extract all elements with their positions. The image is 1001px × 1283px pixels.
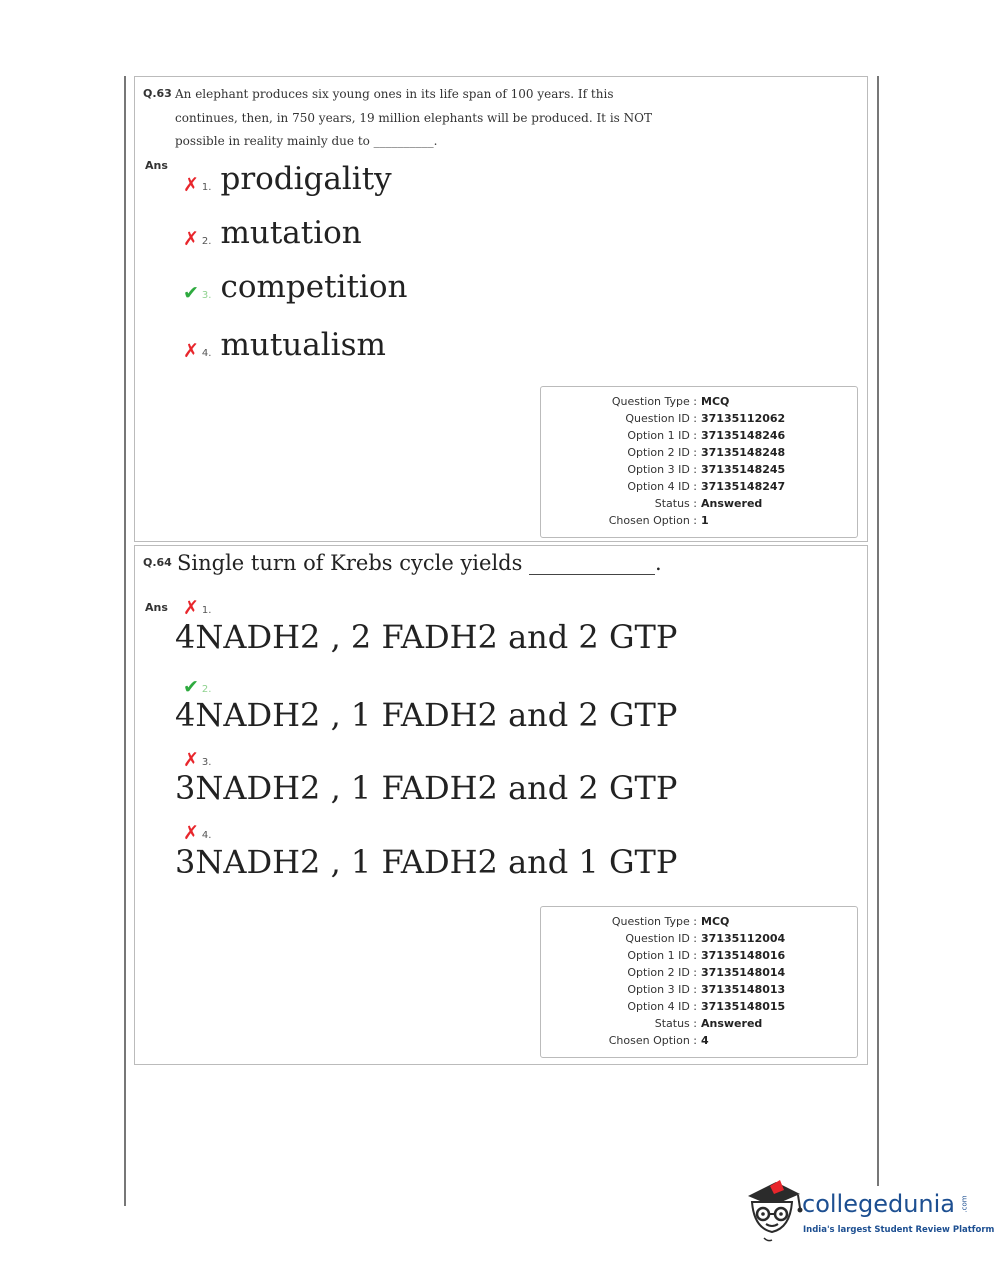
checkmark-icon: ✔ [183, 676, 199, 698]
option-2 [183, 209, 362, 249]
info-row-option-1-id [541, 427, 857, 444]
question-info-panel [540, 906, 858, 1058]
info-row-option-4-id [541, 998, 857, 1015]
option-number: 4. [201, 348, 212, 359]
option-1-mark [183, 598, 211, 618]
question-64-card [134, 545, 868, 1065]
info-label: Status : [654, 1017, 697, 1030]
mascot-icon [742, 1176, 804, 1246]
cross-icon: ✗ [183, 340, 199, 362]
info-row-question-type [541, 393, 857, 410]
brand-tagline: India's largest Student Review Platform [803, 1225, 995, 1235]
option-number: 3. [201, 290, 212, 301]
option-3-mark [183, 750, 211, 770]
option-2-text: 4NADH2 , 1 FADH2 and 2 GTP [175, 696, 678, 734]
info-value: 37135112004 [701, 932, 786, 945]
question-text: An elephant produces six young ones in its life span of 100 years. If this continues, then, in 750 years, 19 million elephants will be produced. It is NOT possible in reality mainly due to __________. [175, 87, 652, 148]
option-number: 1. [201, 605, 212, 616]
option-1 [183, 155, 392, 195]
info-label: Question Type : [611, 915, 697, 928]
info-label: Status : [654, 497, 697, 510]
info-value: 37135148248 [701, 446, 786, 459]
option-text: prodigality [220, 161, 392, 197]
info-label: Chosen Option : [608, 1034, 697, 1047]
info-value: 37135148013 [701, 983, 786, 996]
info-value: 37135148247 [701, 480, 786, 493]
info-row-chosen-option [541, 1032, 857, 1049]
info-label: Chosen Option : [608, 514, 697, 527]
info-value: MCQ [701, 915, 730, 928]
info-label: Option 2 ID : [627, 966, 697, 979]
option-4-text: 3NADH2 , 1 FADH2 and 1 GTP [175, 843, 678, 881]
info-label: Option 4 ID : [627, 480, 697, 493]
info-value: Answered [701, 497, 763, 510]
info-row-option-2-id [541, 964, 857, 981]
question-number: Q.64 [143, 556, 172, 569]
option-number: 1. [201, 182, 212, 193]
info-row-question-type [541, 913, 857, 930]
option-number: 4. [201, 830, 212, 841]
info-label: Question ID : [625, 932, 697, 945]
option-2-mark [183, 677, 211, 697]
option-number: 2. [201, 236, 212, 247]
brand-suffix: .com [960, 1195, 969, 1213]
info-row-question-id [541, 930, 857, 947]
info-value: 1 [701, 514, 709, 527]
option-1-text: 4NADH2 , 2 FADH2 and 2 GTP [175, 618, 678, 656]
info-row-question-id [541, 410, 857, 427]
cross-icon: ✗ [183, 228, 199, 250]
info-row-chosen-option [541, 512, 857, 529]
info-row-option-1-id [541, 947, 857, 964]
info-label: Option 1 ID : [627, 949, 697, 962]
cross-icon: ✗ [183, 597, 199, 619]
option-text: competition [220, 269, 408, 305]
info-value: 37135148246 [701, 429, 786, 442]
info-value: Answered [701, 1017, 763, 1030]
option-number: 2. [201, 684, 212, 695]
option-text: mutualism [220, 327, 386, 363]
option-4-mark [183, 823, 211, 843]
info-row-option-4-id [541, 478, 857, 495]
info-row-status [541, 495, 857, 512]
option-3 [183, 263, 407, 303]
question-info-panel [540, 386, 858, 538]
question-number: Q.63 [143, 87, 172, 100]
info-label: Option 3 ID : [627, 463, 697, 476]
info-value: 37135148016 [701, 949, 786, 962]
info-label: Question Type : [611, 395, 697, 408]
option-text: mutation [220, 215, 362, 251]
info-label: Option 4 ID : [627, 1000, 697, 1013]
info-label: Option 2 ID : [627, 446, 697, 459]
option-4 [183, 321, 386, 361]
info-value: 37135148245 [701, 463, 786, 476]
checkmark-icon: ✔ [183, 282, 199, 304]
question-63-card [134, 76, 868, 542]
cross-icon: ✗ [183, 749, 199, 771]
option-3-text: 3NADH2 , 1 FADH2 and 2 GTP [175, 769, 678, 807]
right-border-line [877, 76, 879, 1186]
info-label: Option 3 ID : [627, 983, 697, 996]
info-value: 37135148014 [701, 966, 786, 979]
info-value: 37135112062 [701, 412, 786, 425]
info-label: Question ID : [625, 412, 697, 425]
option-number: 3. [201, 757, 212, 768]
answer-label: Ans [145, 159, 168, 172]
collegedunia-logo [742, 1176, 995, 1246]
info-value: 37135148015 [701, 1000, 786, 1013]
info-row-option-3-id [541, 981, 857, 998]
cross-icon: ✗ [183, 174, 199, 196]
info-value: 4 [701, 1034, 709, 1047]
info-label: Option 1 ID : [627, 429, 697, 442]
question-text: Single turn of Krebs cycle yields ____________. [177, 551, 662, 575]
brand-name: collegedunia [802, 1190, 956, 1218]
info-row-option-2-id [541, 444, 857, 461]
info-row-option-3-id [541, 461, 857, 478]
info-row-status [541, 1015, 857, 1032]
left-border-line [124, 76, 126, 1206]
answer-label: Ans [145, 601, 168, 614]
info-value: MCQ [701, 395, 730, 408]
cross-icon: ✗ [183, 822, 199, 844]
